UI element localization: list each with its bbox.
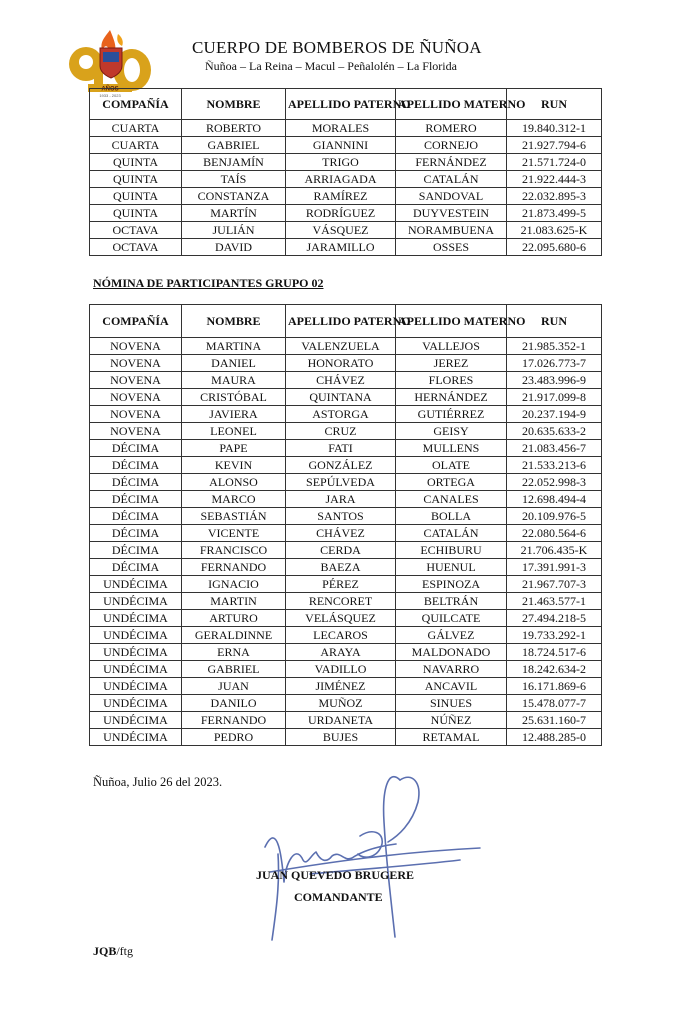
cell-nombre: FERNANDO — [182, 712, 286, 729]
cell-compania: QUINTA — [90, 188, 182, 205]
cell-apellido-materno: NORAMBUENA — [396, 222, 507, 239]
cell-apellido-paterno: SANTOS — [286, 508, 396, 525]
cell-apellido-paterno: JIMÉNEZ — [286, 678, 396, 695]
cell-apellido-paterno: QUINTANA — [286, 389, 396, 406]
cell-nombre: VICENTE — [182, 525, 286, 542]
cell-run: 19.733.292-1 — [507, 627, 602, 644]
cell-apellido-paterno: RENCORET — [286, 593, 396, 610]
table-header-row — [90, 89, 602, 120]
column-header-run: RUN — [507, 89, 602, 120]
table-row — [90, 576, 602, 593]
cell-compania: UNDÉCIMA — [90, 695, 182, 712]
cell-compania: UNDÉCIMA — [90, 712, 182, 729]
reference-initials — [93, 944, 133, 959]
cell-apellido-materno: HUENUL — [396, 559, 507, 576]
cell-apellido-materno: ECHIBURU — [396, 542, 507, 559]
cell-compania: QUINTA — [90, 154, 182, 171]
cell-apellido-materno: OSSES — [396, 239, 507, 256]
cell-run: 21.967.707-3 — [507, 576, 602, 593]
table-row — [90, 457, 602, 474]
cell-compania: UNDÉCIMA — [90, 627, 182, 644]
cell-compania: NOVENA — [90, 338, 182, 355]
table-row — [90, 355, 602, 372]
cell-apellido-materno: GÁLVEZ — [396, 627, 507, 644]
cell-apellido-paterno: MORALES — [286, 120, 396, 137]
cell-apellido-materno: MULLENS — [396, 440, 507, 457]
cell-nombre: ERNA — [182, 644, 286, 661]
cell-compania: DÉCIMA — [90, 508, 182, 525]
cell-run: 19.840.312-1 — [507, 120, 602, 137]
cell-run: 17.391.991-3 — [507, 559, 602, 576]
cell-run: 21.706.435-K — [507, 542, 602, 559]
cell-run: 27.494.218-5 — [507, 610, 602, 627]
initials-bold: JQB — [93, 944, 117, 958]
table-row — [90, 137, 602, 154]
cell-apellido-materno: MALDONADO — [396, 644, 507, 661]
table-row — [90, 695, 602, 712]
cell-apellido-materno: BOLLA — [396, 508, 507, 525]
cell-apellido-materno: SANDOVAL — [396, 188, 507, 205]
table-row — [90, 239, 602, 256]
cell-apellido-materno: JEREZ — [396, 355, 507, 372]
cell-nombre: JAVIERA — [182, 406, 286, 423]
cell-run: 21.083.456-7 — [507, 440, 602, 457]
cell-run: 22.032.895-3 — [507, 188, 602, 205]
cell-run: 20.109.976-5 — [507, 508, 602, 525]
cell-compania: DÉCIMA — [90, 491, 182, 508]
signer-name: JUAN QUEVEDO BRUGERE — [256, 868, 415, 882]
cell-apellido-paterno: RAMÍREZ — [286, 188, 396, 205]
cell-apellido-materno: CANALES — [396, 491, 507, 508]
cell-nombre: ALONSO — [182, 474, 286, 491]
table-row — [90, 188, 602, 205]
cell-apellido-paterno: LECAROS — [286, 627, 396, 644]
cell-run: 16.171.869-6 — [507, 678, 602, 695]
cell-compania: NOVENA — [90, 372, 182, 389]
table-row — [90, 644, 602, 661]
cell-compania: QUINTA — [90, 171, 182, 188]
cell-apellido-paterno: CERDA — [286, 542, 396, 559]
cell-compania: UNDÉCIMA — [90, 593, 182, 610]
cell-compania: DÉCIMA — [90, 457, 182, 474]
cell-run: 20.635.633-2 — [507, 423, 602, 440]
cell-run: 21.083.625-K — [507, 222, 602, 239]
handwritten-signature — [160, 762, 490, 947]
cell-nombre: FRANCISCO — [182, 542, 286, 559]
logo-word: AÑOS — [101, 86, 119, 93]
table-row — [90, 661, 602, 678]
cell-nombre: IGNACIO — [182, 576, 286, 593]
cell-apellido-paterno: CHÁVEZ — [286, 525, 396, 542]
table-row — [90, 542, 602, 559]
cell-apellido-paterno: BUJES — [286, 729, 396, 746]
cell-apellido-materno: NAVARRO — [396, 661, 507, 678]
cell-nombre: PEDRO — [182, 729, 286, 746]
column-header-apellido-paterno: APELLIDO PATERNO — [286, 89, 396, 120]
cell-apellido-materno: VALLEJOS — [396, 338, 507, 355]
table-row — [90, 474, 602, 491]
cell-nombre: FERNANDO — [182, 559, 286, 576]
table-body — [90, 120, 602, 256]
cell-apellido-paterno: JARAMILLO — [286, 239, 396, 256]
cell-compania: OCTAVA — [90, 239, 182, 256]
cell-apellido-materno: HERNÁNDEZ — [396, 389, 507, 406]
cell-nombre: DANIEL — [182, 355, 286, 372]
cell-apellido-paterno: RODRÍGUEZ — [286, 205, 396, 222]
table-header-row — [90, 305, 602, 338]
table-row — [90, 338, 602, 355]
cell-nombre: GABRIEL — [182, 661, 286, 678]
cell-apellido-paterno: VÁSQUEZ — [286, 222, 396, 239]
cell-run: 22.080.564-6 — [507, 525, 602, 542]
table-row — [90, 154, 602, 171]
cell-run: 12.488.285-0 — [507, 729, 602, 746]
cell-apellido-paterno: URDANETA — [286, 712, 396, 729]
logo-years: 1933 - 2023 — [99, 93, 121, 98]
cell-compania: UNDÉCIMA — [90, 678, 182, 695]
column-header-run: RUN — [507, 305, 602, 338]
cell-apellido-paterno: ARAYA — [286, 644, 396, 661]
cell-apellido-materno: SINUES — [396, 695, 507, 712]
cell-run: 22.095.680-6 — [507, 239, 602, 256]
cell-compania: DÉCIMA — [90, 559, 182, 576]
table-body — [90, 338, 602, 746]
cell-apellido-paterno: BAEZA — [286, 559, 396, 576]
cell-compania: UNDÉCIMA — [90, 576, 182, 593]
cell-compania: CUARTA — [90, 120, 182, 137]
cell-compania: OCTAVA — [90, 222, 182, 239]
cell-run: 17.026.773-7 — [507, 355, 602, 372]
column-header-apellido-materno: APELLIDO MATERNO — [396, 305, 507, 338]
column-header-apellido-materno: APELLIDO MATERNO — [396, 89, 507, 120]
table-row — [90, 205, 602, 222]
table-row — [90, 372, 602, 389]
cell-apellido-paterno: SEPÚLVEDA — [286, 474, 396, 491]
cell-apellido-materno: CATALÁN — [396, 171, 507, 188]
table-row — [90, 627, 602, 644]
cell-nombre: BENJAMÍN — [182, 154, 286, 171]
table-row — [90, 678, 602, 695]
cell-apellido-materno: OLATE — [396, 457, 507, 474]
cell-apellido-paterno: GIANNINI — [286, 137, 396, 154]
cell-compania: CUARTA — [90, 137, 182, 154]
cell-run: 21.985.352-1 — [507, 338, 602, 355]
cell-nombre: KEVIN — [182, 457, 286, 474]
cell-apellido-materno: ROMERO — [396, 120, 507, 137]
cell-run: 12.698.494-4 — [507, 491, 602, 508]
table-row — [90, 406, 602, 423]
cell-run: 21.927.794-6 — [507, 137, 602, 154]
cell-compania: UNDÉCIMA — [90, 661, 182, 678]
cell-run: 23.483.996-9 — [507, 372, 602, 389]
participants-table-group-01 — [89, 88, 602, 256]
cell-apellido-paterno: GONZÁLEZ — [286, 457, 396, 474]
column-header-nombre: NOMBRE — [182, 305, 286, 338]
column-header-compania: COMPAÑÍA — [90, 305, 182, 338]
cell-run: 21.533.213-6 — [507, 457, 602, 474]
table-row — [90, 508, 602, 525]
table-row — [90, 423, 602, 440]
cell-apellido-paterno: ARRIAGADA — [286, 171, 396, 188]
cell-apellido-materno: FLORES — [396, 372, 507, 389]
cell-nombre: LEONEL — [182, 423, 286, 440]
cell-apellido-paterno: JARA — [286, 491, 396, 508]
cell-run: 22.052.998-3 — [507, 474, 602, 491]
table-row — [90, 559, 602, 576]
cell-apellido-materno: ESPINOZA — [396, 576, 507, 593]
cell-apellido-paterno: VALENZUELA — [286, 338, 396, 355]
place-and-date: Ñuñoa, Julio 26 del 2023. — [93, 775, 223, 789]
cell-nombre: MAURA — [182, 372, 286, 389]
cell-run: 18.724.517-6 — [507, 644, 602, 661]
cell-apellido-materno: QUILCATE — [396, 610, 507, 627]
table-row — [90, 593, 602, 610]
cell-apellido-paterno: HONORATO — [286, 355, 396, 372]
cell-nombre: GERALDINNE — [182, 627, 286, 644]
table-row — [90, 120, 602, 137]
cell-compania: NOVENA — [90, 355, 182, 372]
table-row — [90, 491, 602, 508]
cell-compania: NOVENA — [90, 389, 182, 406]
cell-apellido-paterno: PÉREZ — [286, 576, 396, 593]
cell-run: 15.478.077-7 — [507, 695, 602, 712]
cell-nombre: MARTINA — [182, 338, 286, 355]
cell-run: 18.242.634-2 — [507, 661, 602, 678]
cell-run: 21.922.444-3 — [507, 171, 602, 188]
cell-apellido-paterno: TRIGO — [286, 154, 396, 171]
cell-nombre: DANILO — [182, 695, 286, 712]
cell-nombre: ROBERTO — [182, 120, 286, 137]
cell-compania: DÉCIMA — [90, 525, 182, 542]
cell-compania: DÉCIMA — [90, 440, 182, 457]
cell-nombre: MARTÍN — [182, 205, 286, 222]
cell-apellido-paterno: VADILLO — [286, 661, 396, 678]
cell-run: 21.917.099-8 — [507, 389, 602, 406]
table-row — [90, 525, 602, 542]
cell-apellido-materno: ORTEGA — [396, 474, 507, 491]
table-row — [90, 171, 602, 188]
cell-apellido-materno: GUTIÉRREZ — [396, 406, 507, 423]
cell-run: 21.463.577-1 — [507, 593, 602, 610]
cell-apellido-materno: RETAMAL — [396, 729, 507, 746]
table-row — [90, 729, 602, 746]
organization-communes: Ñuñoa – La Reina – Macul – Peñalolén – La Florida — [205, 59, 457, 73]
cell-apellido-paterno: MUÑOZ — [286, 695, 396, 712]
cell-compania: QUINTA — [90, 205, 182, 222]
cell-run: 21.571.724-0 — [507, 154, 602, 171]
table-row — [90, 712, 602, 729]
cell-run: 20.237.194-9 — [507, 406, 602, 423]
column-header-nombre: NOMBRE — [182, 89, 286, 120]
column-header-apellido-paterno: APELLIDO PATERNO — [286, 305, 396, 338]
cell-apellido-materno: CATALÁN — [396, 525, 507, 542]
cell-nombre: PAPE — [182, 440, 286, 457]
cell-nombre: CRISTÓBAL — [182, 389, 286, 406]
cell-apellido-materno: BELTRÁN — [396, 593, 507, 610]
cell-compania: DÉCIMA — [90, 474, 182, 491]
cell-nombre: DAVID — [182, 239, 286, 256]
participants-table-group-02 — [89, 304, 602, 746]
cell-nombre: TAÍS — [182, 171, 286, 188]
cell-compania: NOVENA — [90, 406, 182, 423]
cell-nombre: CONSTANZA — [182, 188, 286, 205]
section-heading-group-02: NÓMINA DE PARTICIPANTES GRUPO 02 — [93, 276, 324, 290]
column-header-compania: COMPAÑÍA — [90, 89, 182, 120]
table-row — [90, 610, 602, 627]
cell-apellido-materno: CORNEJO — [396, 137, 507, 154]
cell-nombre: GABRIEL — [182, 137, 286, 154]
table-row — [90, 222, 602, 239]
cell-compania: UNDÉCIMA — [90, 610, 182, 627]
cell-run: 25.631.160-7 — [507, 712, 602, 729]
cell-compania: NOVENA — [90, 423, 182, 440]
cell-apellido-paterno: CHÁVEZ — [286, 372, 396, 389]
cell-apellido-paterno: FATI — [286, 440, 396, 457]
cell-apellido-paterno: CRUZ — [286, 423, 396, 440]
cell-nombre: JULIÁN — [182, 222, 286, 239]
cell-nombre: JUAN — [182, 678, 286, 695]
cell-apellido-paterno: ASTORGA — [286, 406, 396, 423]
cell-run: 21.873.499-5 — [507, 205, 602, 222]
cell-nombre: ARTURO — [182, 610, 286, 627]
table-row — [90, 389, 602, 406]
cell-apellido-paterno: VELÁSQUEZ — [286, 610, 396, 627]
cell-apellido-materno: DUYVESTEIN — [396, 205, 507, 222]
signer-role: COMANDANTE — [294, 890, 383, 904]
cell-compania: DÉCIMA — [90, 542, 182, 559]
cell-apellido-materno: ANCAVIL — [396, 678, 507, 695]
cell-apellido-materno: GEISY — [396, 423, 507, 440]
table-row — [90, 440, 602, 457]
organization-title: CUERPO DE BOMBEROS DE ÑUÑOA — [192, 38, 482, 57]
cell-nombre: MARTIN — [182, 593, 286, 610]
cell-compania: UNDÉCIMA — [90, 644, 182, 661]
cell-apellido-materno: NÚÑEZ — [396, 712, 507, 729]
cell-compania: UNDÉCIMA — [90, 729, 182, 746]
cell-nombre: SEBASTIÁN — [182, 508, 286, 525]
cell-nombre: MARCO — [182, 491, 286, 508]
initials-rest: /ftg — [116, 944, 134, 958]
cell-apellido-materno: FERNÁNDEZ — [396, 154, 507, 171]
